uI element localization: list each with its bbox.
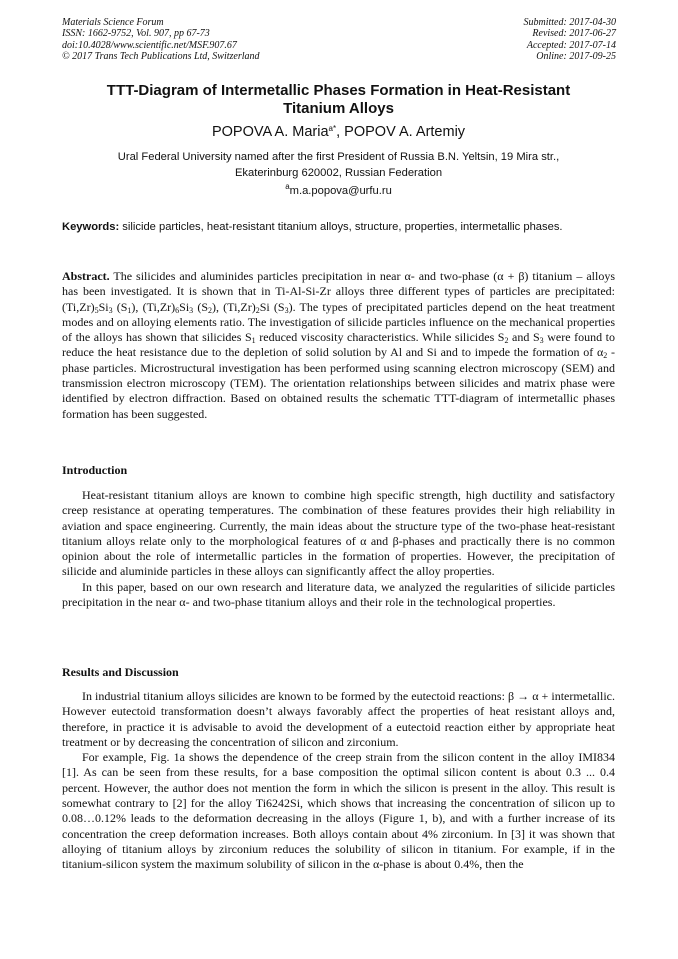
- journal-issn: ISSN: 1662-9752, Vol. 907, pp 67-73: [62, 28, 210, 40]
- author-2: POPOV A. Artemiy: [344, 124, 466, 140]
- affiliation-line-2: Ekaterinburg 620002, Russian Federation: [234, 166, 443, 179]
- author-email: [62, 182, 615, 197]
- abstract-text: Si: [179, 299, 190, 314]
- date-revised: Revised: 2017-06-27: [532, 28, 616, 40]
- paragraph: In this paper, based on our own research and literature data, we analyzed the regularities of silicide particles precipitation in the near α- and two-phase titanium alloys and their role in the technological properties.: [62, 579, 615, 610]
- subscript: 3: [189, 305, 194, 315]
- keywords: [62, 220, 615, 235]
- subscript: 5: [94, 305, 99, 315]
- paper-title: [62, 82, 615, 117]
- abstract-text: Si: [98, 299, 109, 314]
- keywords-label: Keywords:: [62, 221, 120, 233]
- abstract-text: and S: [508, 330, 540, 345]
- subscript: 3: [539, 336, 544, 346]
- abstract: [62, 269, 615, 422]
- paragraph: For example, Fig. 1a shows the dependence of the creep strain from the silicon content in the alloy IMI834 [1]. As can be seen from these results, for a base composition the optimal silicon content is about 0.3 ... 0.4 percent. However, the author does not mention the form in which the silicon is present in the alloy. This result is somewhat contrary to [2] for the alloy Ti6242Si, which shows that increasing the concentration of silicon up to 0.08…0.12% leads to the deformation decreasing in the alloys (Figure 1, b), and with a further increase of its concentration the creep deformation increases. Both alloys contain about 4% zirconium. In [3] it was shown that alloying of titanium alloys by zirconium reduces the solubility of silicon in titanium. For example, if in the titanium-silicon system the maximum solubility of silicon in the α-phase is about 0.4%, then the: [62, 750, 615, 872]
- abstract-text: ), (Ti,Zr): [212, 299, 256, 314]
- title-line-1: TTT-Diagram of Intermetallic Phases Formation in Heat-Resistant: [106, 82, 571, 99]
- subscript: 6: [175, 305, 180, 315]
- subscript: 2: [208, 305, 213, 315]
- author-1-marker: a*: [328, 124, 337, 133]
- journal-name: Materials Science Forum: [62, 17, 164, 28]
- subscript: 1: [251, 336, 256, 346]
- journal-doi: doi:10.4028/www.scientific.net/MSF.907.67: [62, 39, 237, 51]
- author-separator: ,: [336, 124, 345, 140]
- email-marker: a: [285, 182, 290, 191]
- title-line-2: Titanium Alloys: [283, 99, 394, 117]
- subscript: 3: [108, 305, 113, 315]
- abstract-label: Abstract.: [62, 269, 110, 283]
- abstract-text: (S: [112, 299, 128, 314]
- section-heading-results: Results and Discussion: [62, 665, 179, 679]
- subscript: 2: [603, 351, 608, 361]
- submission-dates: [524, 17, 617, 63]
- abstract-text: (S: [193, 299, 209, 314]
- affiliation: [62, 150, 615, 181]
- author-1: POPOVA A. Maria: [211, 124, 329, 140]
- paragraph: In industrial titanium alloys silicides are known to be formed by the eutectoid reactions: β → α + intermetallic. However eutectoid transformation doesn’t always favorably affect the properties of heat resistant alloys and, therefore, in practice it is advisable to avoid the development of a eutectoid reaction either by appropriate heat treatment or by decreasing the concentration of silicon and zirconium.: [62, 689, 615, 749]
- author-list: [62, 124, 615, 140]
- subscript: 1: [127, 305, 132, 315]
- date-online: Online: 2017-09-25: [536, 51, 616, 63]
- affiliation-line-1: Ural Federal University named after the first President of Russia B.N. Yeltsin, 19 Mira str.,: [117, 151, 560, 163]
- subscript: 3: [284, 305, 289, 315]
- abstract-text: ), (Ti,Zr): [131, 299, 176, 314]
- results-body: [62, 689, 615, 873]
- abstract-text: ). The types of precipitated particles depend on the heat treatment modes and on alloying elements ratio. The investigation of silicide particles influence on the mechanical properties of the alloys has shown that silicides S: [62, 299, 615, 345]
- section-heading-introduction: Introduction: [62, 463, 128, 477]
- journal-copyright: © 2017 Trans Tech Publications Ltd, Switzerland: [62, 51, 260, 63]
- abstract-text: Si (S: [259, 299, 285, 314]
- abstract-text: were found to reduce the heat resistance due to the depletion of solid solution by Al and Si and to impede the formation of α: [62, 330, 616, 360]
- date-accepted: Accepted: 2017-07-14: [526, 39, 616, 51]
- date-submitted: Submitted: 2017-04-30: [523, 17, 616, 28]
- abstract-text: The silicides and aluminides particles precipitation in near α- and two-phase (α + β) titanium – alloys has been investigated. It is shown that in Ti-Al-Si-Zr alloys three different types of particles are precipitated: (Ti,Zr): [62, 269, 615, 314]
- keywords-text: silicide particles, heat-resistant titanium alloys, structure, properties, intermetallic phases.: [119, 221, 563, 233]
- journal-info: [62, 17, 260, 63]
- introduction-body: [62, 488, 615, 610]
- paragraph: Heat-resistant titanium alloys are known to combine high specific strength, high ductility and satisfactory creep resistance at operating temperatures. The combination of these features provides their high reliability in aviation and space engineering. Currently, the main ideas about the structure type of the two-phase heat-resistant titanium alloys relate only to the morphological features of α and β-phases and practically there is no common opinion about the role of intermetallic particles in the formation of properties. However, the precipitation of silicide and aluminide particles in these alloys can significantly affect the alloy properties.: [62, 488, 615, 579]
- abstract-text: - phase particles. Microstructural investigation has been performed using scanning electron microscopy (SEM) and transmission electron microscopy (TEM). The orientation relationships between silicides and matrix phase were identified by electron diffraction. Based on obtained results the schematic TTT-diagram of intermetallic phases formation has been suggested.: [62, 345, 615, 421]
- email-address: m.a.popova@urfu.ru: [289, 185, 392, 197]
- subscript: 2: [504, 336, 509, 346]
- subscript: 2: [255, 305, 260, 315]
- abstract-text: reduced viscosity characteristics. While silicides S: [255, 330, 505, 345]
